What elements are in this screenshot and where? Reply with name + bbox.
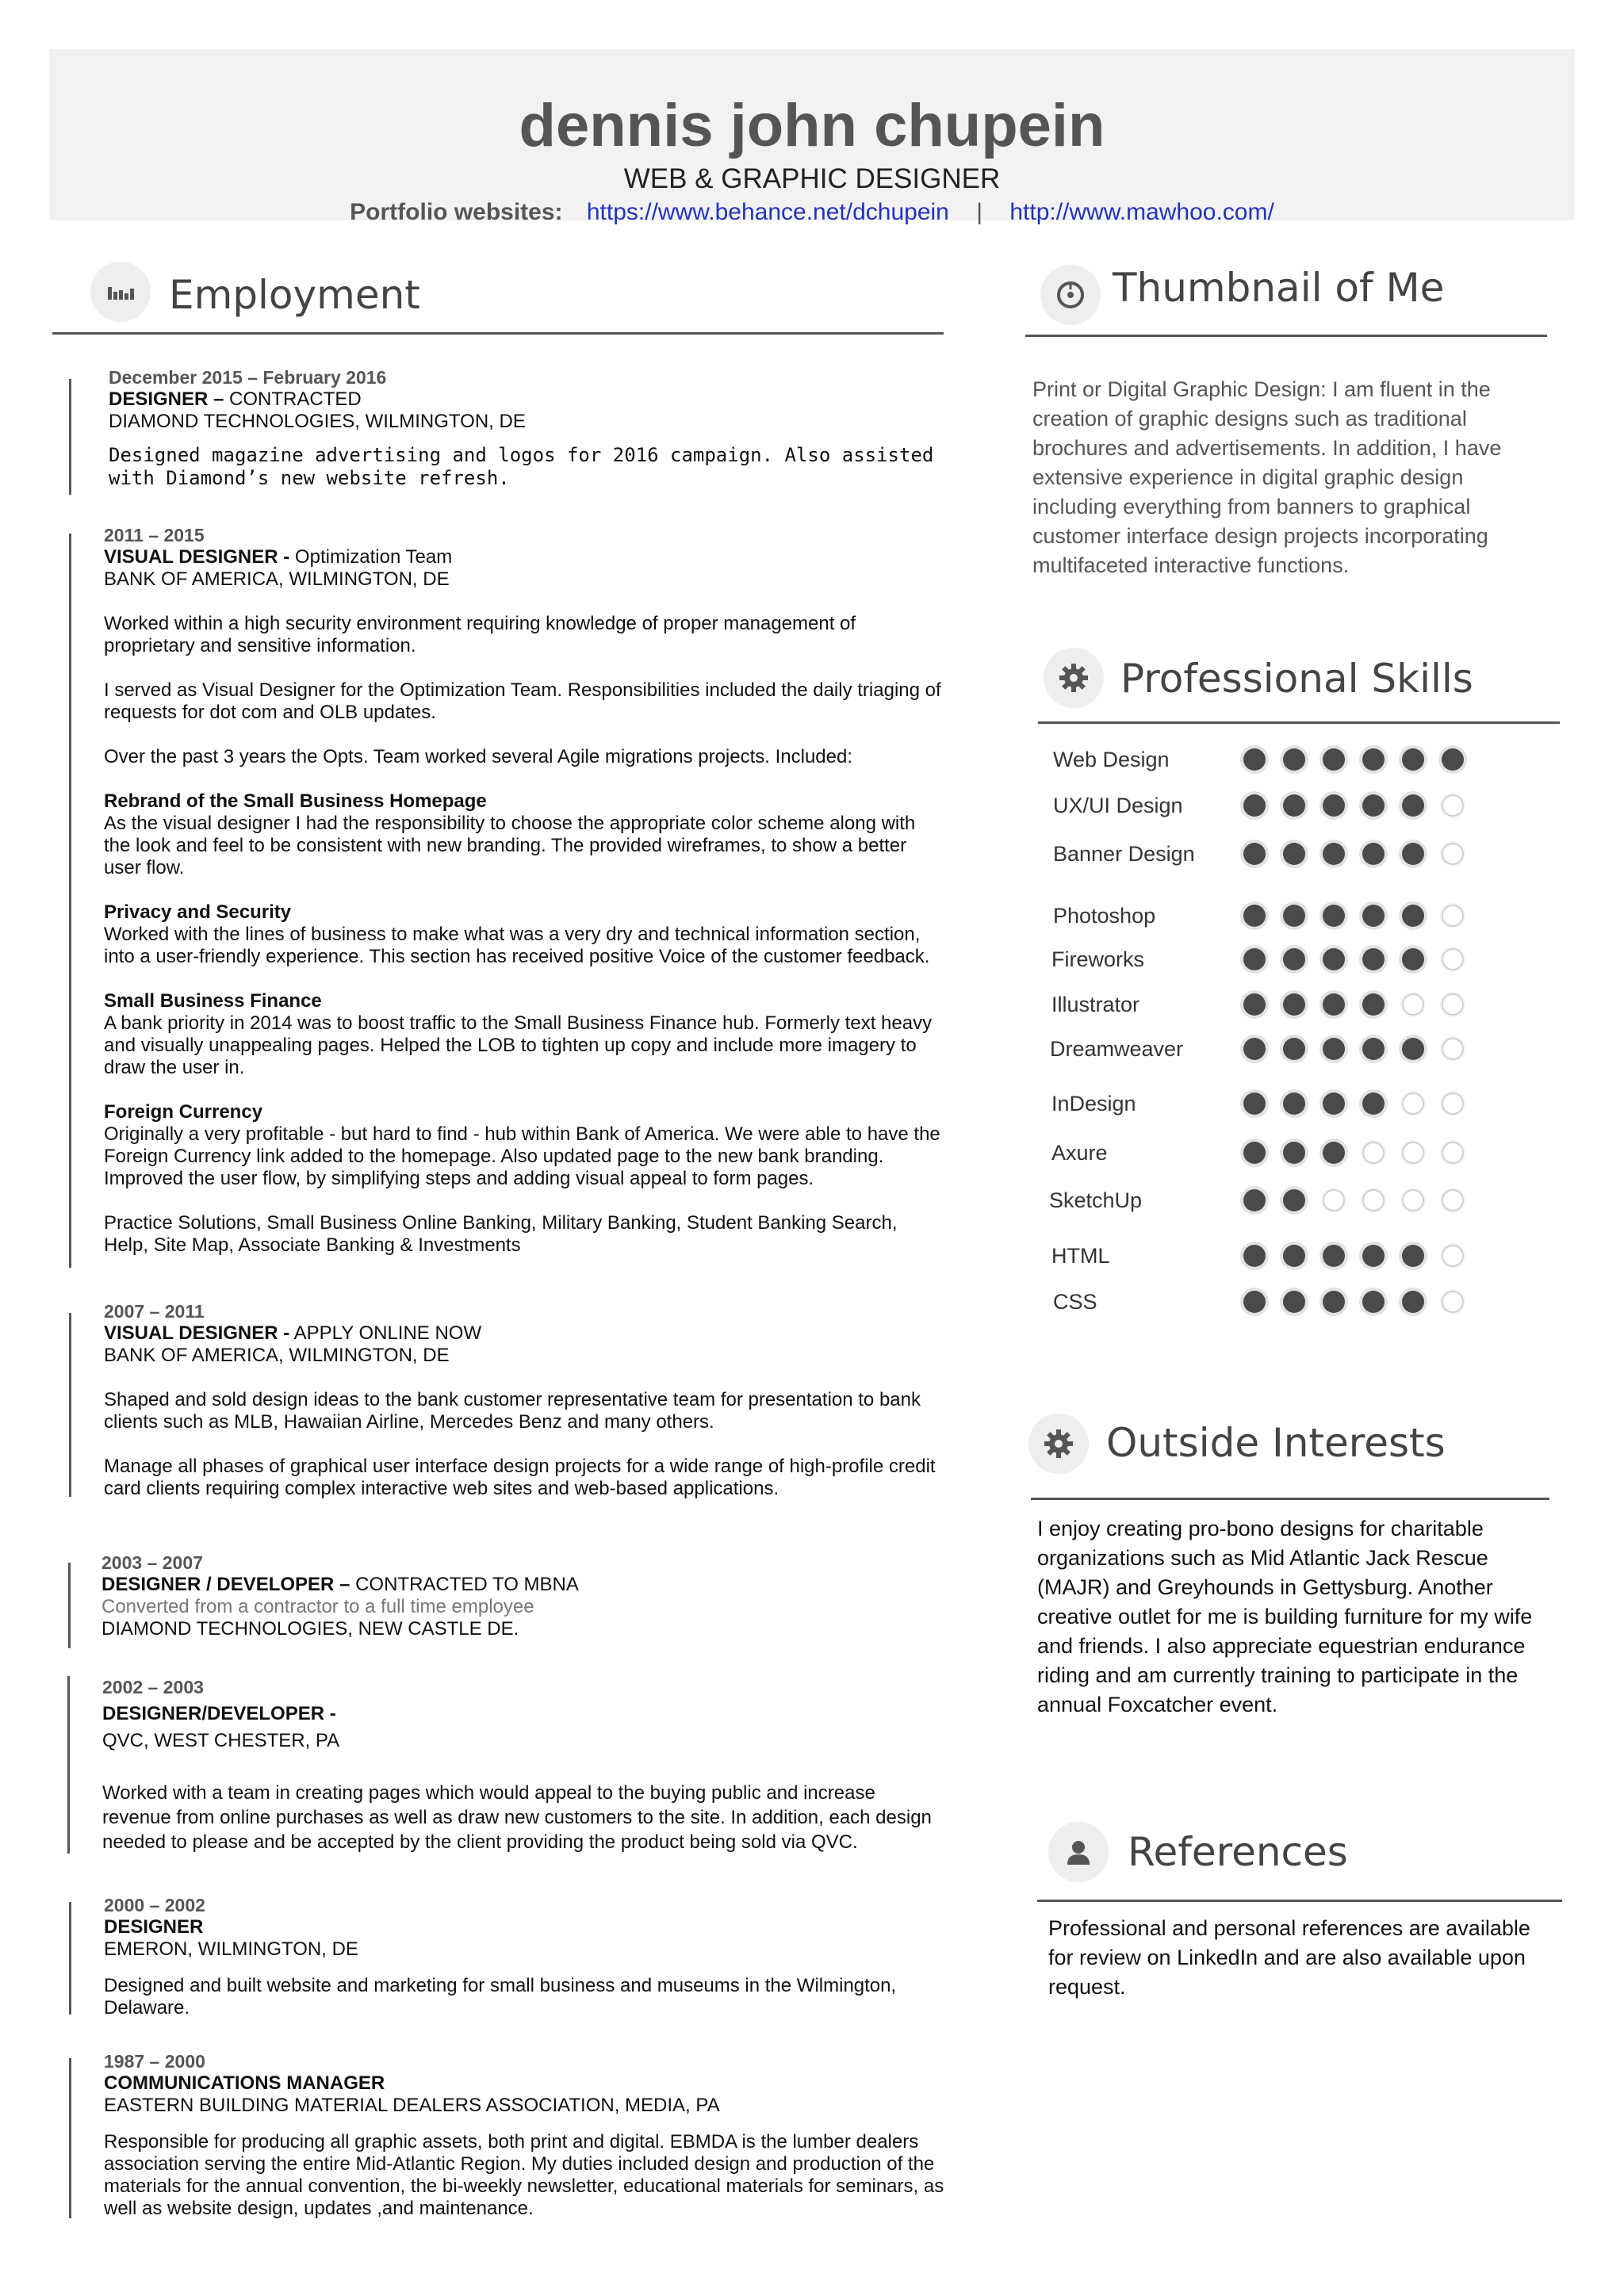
gear-icon <box>1058 662 1090 694</box>
job-paragraph: Worked within a high security environment requiring knowledge of proper management of proprietary and sensitive information. <box>104 613 856 656</box>
job-paragraph: Designed and built website and marketing for small business and museums in the Wilmington, Delaware. <box>104 1975 897 2019</box>
skill-name: Illustrator <box>1051 993 1140 1016</box>
rating-dot-filled <box>1402 1245 1424 1267</box>
rating-dot-filled <box>1362 748 1385 771</box>
job-note: Converted from a contractor to a full time employee <box>102 1596 534 1617</box>
job-paragraph: I served as Visual Designer for the Optimization Team. Responsibilities included the daily triaging of requests for dot com and OLB updates. <box>104 679 941 723</box>
job-role: DESIGNER / DEVELOPER – <box>102 1574 350 1595</box>
rating-dot-filled <box>1283 1142 1305 1164</box>
rating-dot-filled <box>1283 1093 1305 1115</box>
portfolio-line <box>49 197 1575 228</box>
rating-dot-filled <box>1243 1038 1266 1060</box>
rating-dot-empty <box>1362 1142 1385 1164</box>
job-dates: 2002 – 2003 <box>102 1677 204 1697</box>
skills-title: Professional Skills <box>1120 656 1473 702</box>
rating-dot-filled <box>1243 905 1266 927</box>
job-paragraph: Practice Solutions, Small Business Online Banking, Military Banking, Student Banking Search, Help, Site Map, Associate Banking & Investments <box>104 1212 898 1256</box>
employment-icon-circle <box>90 262 151 322</box>
job-entry-boa-2011 <box>104 524 946 1257</box>
rating-dot-filled <box>1402 794 1424 817</box>
skill-name: Web Design <box>1053 748 1170 771</box>
job-title-line <box>104 1916 946 1938</box>
rating-dot-filled <box>1323 794 1345 817</box>
rating-dot-filled <box>1362 905 1385 927</box>
skills-icon-circle <box>1044 648 1104 708</box>
rating-dot-empty <box>1402 993 1424 1016</box>
job-company: DIAMOND TECHNOLOGIES, NEW CASTLE DE. <box>102 1618 519 1640</box>
job-company: BANK OF AMERICA, WILMINGTON, DE <box>104 568 450 590</box>
job-title-line <box>104 546 946 568</box>
skill-name: Photoshop <box>1053 904 1156 928</box>
rating-dot-filled <box>1283 748 1305 771</box>
job-paragraph: Shaped and sold design ideas to the bank customer representative team for presentation to bank clients such as MLB, Hawaiian Airline, Mercedes Benz and many others. <box>104 1389 921 1433</box>
job-dates: 2011 – 2015 <box>104 525 205 545</box>
rating-dot-empty <box>1442 794 1464 817</box>
rating-dot-empty <box>1402 1189 1424 1211</box>
rating-dot-empty <box>1442 1189 1464 1211</box>
skill-rating <box>1243 794 1464 817</box>
job-dates: December 2015 – February 2016 <box>109 367 387 388</box>
rating-dot-filled <box>1323 843 1345 865</box>
job-title-line <box>109 388 949 411</box>
rating-dot-empty <box>1442 1291 1464 1313</box>
job-paragraph: Worked with a team in creating pages which would appeal to the buying public and increase revenue from online purchases as well as draw new customers to the site. In addition, each design needed to please and be accepted by the client providing the product being sold via QVC. <box>102 1782 932 1853</box>
rating-dot-filled <box>1323 1093 1345 1115</box>
rating-dot-filled <box>1283 1189 1305 1211</box>
job-company: EMERON, WILMINGTON, DE <box>104 1938 358 1960</box>
rating-dot-filled <box>1323 1038 1345 1060</box>
job-title-line <box>104 1322 946 1345</box>
job-paragraph: Manage all phases of graphical user interface design projects for a wide range of high-profile credit card clients requiring complex interactive web sites and web-based applications. <box>104 1456 936 1499</box>
rating-dot-empty <box>1442 948 1464 970</box>
rating-dot-filled <box>1243 1245 1266 1267</box>
job-role: DESIGNER <box>104 1916 204 1938</box>
rating-dot-empty <box>1323 1189 1345 1211</box>
skill-name: SketchUp <box>1049 1188 1143 1212</box>
rating-dot-filled <box>1402 948 1424 970</box>
rating-dot-filled <box>1402 1038 1424 1060</box>
rating-dot-empty <box>1362 1189 1385 1211</box>
job-entry-diamond-2015 <box>109 366 949 490</box>
job-company: EASTERN BUILDING MATERIAL DEALERS ASSOCIATION, MEDIA, PA <box>104 2095 720 2116</box>
job-role: COMMUNICATIONS MANAGER <box>104 2072 385 2094</box>
interests-rule <box>1031 1498 1549 1500</box>
rating-dot-filled <box>1402 905 1424 927</box>
job-role: DESIGNER – <box>109 388 224 410</box>
rating-dot-filled <box>1362 1291 1385 1313</box>
rating-dot-filled <box>1323 948 1345 970</box>
thumbnail-icon-circle <box>1040 265 1101 325</box>
references-rule <box>1037 1900 1562 1902</box>
skill-name: InDesign <box>1051 1092 1136 1115</box>
skill-rating <box>1243 1142 1464 1164</box>
rating-dot-empty <box>1442 993 1464 1016</box>
skills-rule <box>1038 721 1560 724</box>
project-text: Originally a very profitable - but hard to find - hub within Bank of America. We were able to have the Foreign Currency link added to the homepage. Also updated page to the new bank branding. Improved the user flow, by simplifying steps and adding visual appeal to form pages. <box>104 1123 940 1189</box>
job-company: DIAMOND TECHNOLOGIES, WILMINGTON, DE <box>109 411 526 432</box>
rating-dot-filled <box>1402 1291 1424 1313</box>
project-title: Rebrand of the Small Business Homepage <box>104 790 487 812</box>
rating-dot-filled <box>1243 1093 1266 1115</box>
rating-dot-filled <box>1283 948 1305 970</box>
skill-rating <box>1243 1291 1464 1313</box>
rating-dot-filled <box>1243 748 1266 771</box>
rating-dot-filled <box>1362 1038 1385 1060</box>
interests-icon-circle <box>1028 1414 1089 1474</box>
job-title-line <box>102 1574 944 1596</box>
skill-rating <box>1243 905 1464 927</box>
interests-title: Outside Interests <box>1106 1420 1446 1466</box>
skill-name: Fireworks <box>1051 947 1145 971</box>
project-title: Privacy and Security <box>104 901 292 923</box>
rating-dot-filled <box>1323 748 1345 771</box>
references-icon-circle <box>1048 1822 1109 1882</box>
rating-dot-empty <box>1442 1038 1464 1060</box>
rating-dot-filled <box>1243 948 1266 970</box>
rating-dot-empty <box>1402 1093 1424 1115</box>
references-text: Professional and personal references are available for review on LinkedIn and are also available upon request. <box>1048 1916 1530 1999</box>
portfolio-label: Portfolio websites: <box>350 199 563 225</box>
person-icon <box>1064 1838 1093 1866</box>
rating-dot-empty <box>1442 1245 1464 1267</box>
job-role: DESIGNER/DEVELOPER - <box>102 1703 336 1724</box>
job-title-line <box>102 1703 944 1725</box>
rating-dot-filled <box>1362 794 1385 817</box>
rating-dot-filled <box>1243 1291 1266 1313</box>
job-bar <box>67 1676 70 1854</box>
rating-dot-filled <box>1243 1142 1266 1164</box>
rating-dot-filled <box>1283 1291 1305 1313</box>
mawhoo-link[interactable]: http://www.mawhoo.com/ <box>1009 199 1274 225</box>
resume-header <box>49 49 1575 225</box>
rating-dot-filled <box>1362 948 1385 970</box>
skill-name: Banner Design <box>1053 842 1195 866</box>
skill-name: UX/UI Design <box>1053 794 1183 817</box>
project-text: A bank priority in 2014 was to boost traffic to the Small Business Finance hub. Formerly text heavy and visually unappealing pages. Helped the LOB to tighten up copy and include more imagery to draw the user in. <box>104 1012 933 1078</box>
job-entry-qvc-2002 <box>102 1676 944 1854</box>
job-role-detail: Optimization Team <box>289 546 453 568</box>
references-title: References <box>1128 1829 1348 1875</box>
job-paragraph: Over the past 3 years the Opts. Team worked several Agile migrations projects. Included: <box>104 746 853 767</box>
job-entry-ebmda-1987 <box>104 2050 946 2220</box>
job-description: Designed magazine advertising and logos for 2016 campaign. Also assisted with Diamond’s new website refresh. <box>109 444 934 489</box>
project-text: As the visual designer I had the responsibility to choose the appropriate color scheme along with the look and feel to be consistent with new branding. The provided wireframes, to show a better user flow. <box>104 813 916 878</box>
rating-dot-filled <box>1283 1245 1305 1267</box>
job-bar <box>68 1563 71 1648</box>
rating-dot-filled <box>1442 748 1464 771</box>
rating-dot-filled <box>1323 905 1345 927</box>
job-dates: 1987 – 2000 <box>104 2051 205 2072</box>
skill-rating <box>1243 1189 1464 1211</box>
job-bar <box>69 534 71 1268</box>
rating-dot-empty <box>1402 1142 1424 1164</box>
rating-dot-filled <box>1402 748 1424 771</box>
skill-rating <box>1243 993 1464 1016</box>
job-bar <box>69 1313 71 1497</box>
skill-name: Axure <box>1051 1141 1108 1165</box>
skill-name: CSS <box>1053 1290 1097 1314</box>
rating-dot-filled <box>1243 993 1266 1016</box>
skill-name: HTML <box>1051 1244 1110 1268</box>
employment-rule <box>52 332 944 335</box>
skill-rating <box>1243 843 1464 865</box>
rating-dot-empty <box>1442 905 1464 927</box>
job-bar <box>69 2058 71 2218</box>
interests-text: I enjoy creating pro-bono designs for charitable organizations such as Mid Atlantic Jack Rescue (MAJR) and Greyhounds in Gettysburg. Another creative outlet for me is building furniture for my wife and friends. I also appreciate equestrian endurance riding and am currently training to participate in the annual Foxcatcher event. <box>1037 1517 1533 1716</box>
link-separator: | <box>976 199 982 225</box>
skill-rating <box>1243 948 1464 970</box>
behance-link[interactable]: https://www.behance.net/dchupein <box>586 199 949 225</box>
thumbnail-title: Thumbnail of Me <box>1113 265 1445 311</box>
job-company: BANK OF AMERICA, WILMINGTON, DE <box>104 1345 450 1366</box>
bar-chart-icon <box>106 282 135 301</box>
job-entry-mbna-2003 <box>102 1552 944 1640</box>
rating-dot-filled <box>1323 993 1345 1016</box>
job-role-detail: CONTRACTED TO MBNA <box>350 1574 579 1595</box>
rating-dot-empty <box>1442 843 1464 865</box>
project-title: Foreign Currency <box>104 1101 263 1123</box>
employment-title: Employment <box>169 272 420 318</box>
rating-dot-filled <box>1283 905 1305 927</box>
skill-rating <box>1243 748 1464 771</box>
thumbnail-rule <box>1025 335 1547 337</box>
skill-name: Dreamweaver <box>1050 1037 1184 1061</box>
compass-icon <box>1055 280 1086 310</box>
job-dates: 2000 – 2002 <box>104 1895 205 1915</box>
job-role: VISUAL DESIGNER - <box>104 1322 290 1344</box>
thumbnail-text: Print or Digital Graphic Design: I am fluent in the creation of graphic designs such as traditional brochures and advertisements. In addition, I have extensive experience in digital graphic design including everything from banners to graphical customer interface design projects incorporating multifaceted interactive functions. <box>1032 377 1502 577</box>
rating-dot-filled <box>1362 1093 1385 1115</box>
rating-dot-filled <box>1283 794 1305 817</box>
job-role: VISUAL DESIGNER - <box>104 546 290 568</box>
gear-icon <box>1043 1428 1074 1460</box>
rating-dot-filled <box>1283 993 1305 1016</box>
rating-dot-filled <box>1402 843 1424 865</box>
skill-rating <box>1243 1093 1464 1115</box>
job-bar <box>69 1902 71 2015</box>
rating-dot-empty <box>1442 1142 1464 1164</box>
rating-dot-filled <box>1323 1245 1345 1267</box>
rating-dot-filled <box>1283 1038 1305 1060</box>
rating-dot-filled <box>1323 1291 1345 1313</box>
rating-dot-filled <box>1323 1142 1345 1164</box>
skill-rating <box>1243 1245 1464 1267</box>
rating-dot-filled <box>1362 1245 1385 1267</box>
project-text: Worked with the lines of business to make what was a very dry and technical information section, into a user-friendly experience. This section has received positive Voice of the customer feedback. <box>104 924 930 967</box>
rating-dot-filled <box>1362 993 1385 1016</box>
job-dates: 2007 – 2011 <box>104 1301 205 1322</box>
skill-rating <box>1243 1038 1464 1060</box>
job-title: WEB & GRAPHIC DESIGNER <box>623 163 1001 194</box>
rating-dot-filled <box>1283 843 1305 865</box>
rating-dot-empty <box>1442 1093 1464 1115</box>
job-title-line <box>104 2072 946 2095</box>
job-dates: 2003 – 2007 <box>102 1552 203 1573</box>
job-bar <box>69 379 71 495</box>
applicant-name: dennis john chupein <box>519 92 1105 159</box>
job-company: QVC, WEST CHESTER, PA <box>102 1730 340 1751</box>
rating-dot-filled <box>1362 843 1385 865</box>
job-role-detail: CONTRACTED <box>224 388 362 410</box>
rating-dot-filled <box>1243 1189 1266 1211</box>
rating-dot-filled <box>1243 794 1266 817</box>
job-entry-boa-2007 <box>104 1300 946 1500</box>
job-paragraph: Responsible for producing all graphic assets, both print and digital. EBMDA is the lumber dealers association serving the entire Mid-Atlantic Region. My duties included design and production of the materials for the annual convention, the bi-weekly newsletter, educational materials for seminars, as well as website design, updates ,and maintenance. <box>104 2131 944 2219</box>
project-title: Small Business Finance <box>104 990 322 1012</box>
job-role-detail: APPLY ONLINE NOW <box>289 1322 482 1344</box>
rating-dot-filled <box>1243 843 1266 865</box>
job-entry-emeron-2000 <box>104 1894 946 2019</box>
